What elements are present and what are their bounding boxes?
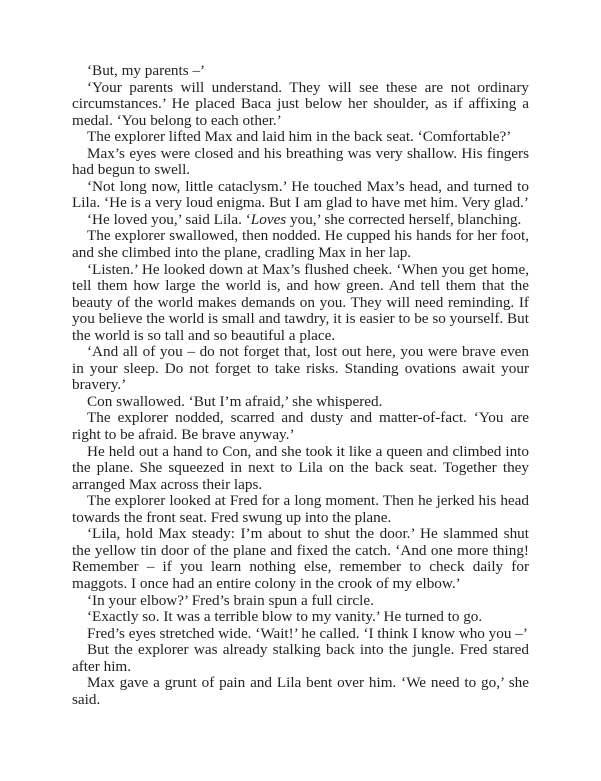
paragraph: The explorer swallowed, then nodded. He cupped his hands for her foot, and she climbed into the plane, cradling Max in her lap. [72, 227, 529, 262]
paragraph: ‘In your elbow?’ Fred’s brain spun a full circle. [87, 591, 374, 609]
paragraph: ‘Listen.’ He looked down at Max’s flushed cheek. ‘When you get home, tell them how large the world is, and how green. And tell them that the beauty of the world makes demands on you. They will need reminding. If you believe the world is small and tawdry, it is easier to be so yourself. But the world is so tall and so beautiful a place. [72, 260, 529, 344]
paragraph: Fred’s eyes stretched wide. ‘Wait!’ he called. ‘I think I know who you –’ [87, 624, 528, 642]
paragraph: Max’s eyes were closed and his breathing was very shallow. His fingers had begun to swell. [72, 144, 529, 179]
paragraph: ‘Lila, hold Max steady: I’m about to shut the door.’ He slammed shut the yellow tin door of the plane and fixed the catch. ‘And one more thing! Remember – if you learn nothing else, remember to check daily for maggots. I once had an entire colony in the crook of my elbow.’ [72, 525, 529, 592]
paragraph: But the explorer was already stalking back into the jungle. Fred stared after him. [72, 641, 529, 675]
paragraph: The explorer looked at Fred for a long moment. Then he jerked his head towards the front seat. Fred swung up into the plane. [72, 492, 529, 526]
paragraph: ‘Your parents will understand. They will see these are not ordinary circumstances.’ He placed Baca just below her shoulder, as if affixing a medal. ‘You belong to each other.’ [72, 78, 529, 129]
paragraph: Con swallowed. ‘But I’m afraid,’ she whispered. [87, 392, 383, 410]
paragraph [72, 212, 529, 229]
paragraph-text: ‘He loved you,’ said Lila. ‘ [87, 210, 251, 228]
book-page [72, 63, 529, 708]
paragraph: The explorer nodded, scarred and dusty and matter-of-fact. ‘You are right to be afraid. Be brave anyway.’ [72, 409, 529, 444]
paragraph: He held out a hand to Con, and she took it like a queen and climbed into the plane. She squeezed in next to Lila on the back seat. Together they arranged Max across their laps. [72, 442, 529, 493]
paragraph: Max gave a grunt of pain and Lila bent over him. ‘We need to go,’ she said. [72, 674, 529, 708]
paragraph: The explorer lifted Max and laid him in the back seat. ‘Comfortable?’ [87, 128, 512, 146]
paragraph: ‘Exactly so. It was a terrible blow to my vanity.’ He turned to go. [87, 608, 483, 626]
paragraph: ‘Not long now, little cataclysm.’ He touched Max’s head, and turned to Lila. ‘He is a very loud enigma. But I am glad to have met him. Very glad.’ [72, 177, 529, 212]
paragraph: ‘And all of you – do not forget that, lost out here, you were brave even in your sleep. Do not forget to take risks. Standing ovations await your bravery.’ [72, 343, 529, 394]
paragraph: ‘But, my parents –’ [87, 62, 206, 79]
paragraph-text: you,’ she corrected herself, blanching. [286, 210, 522, 228]
emphasized-word: Loves [250, 210, 287, 228]
